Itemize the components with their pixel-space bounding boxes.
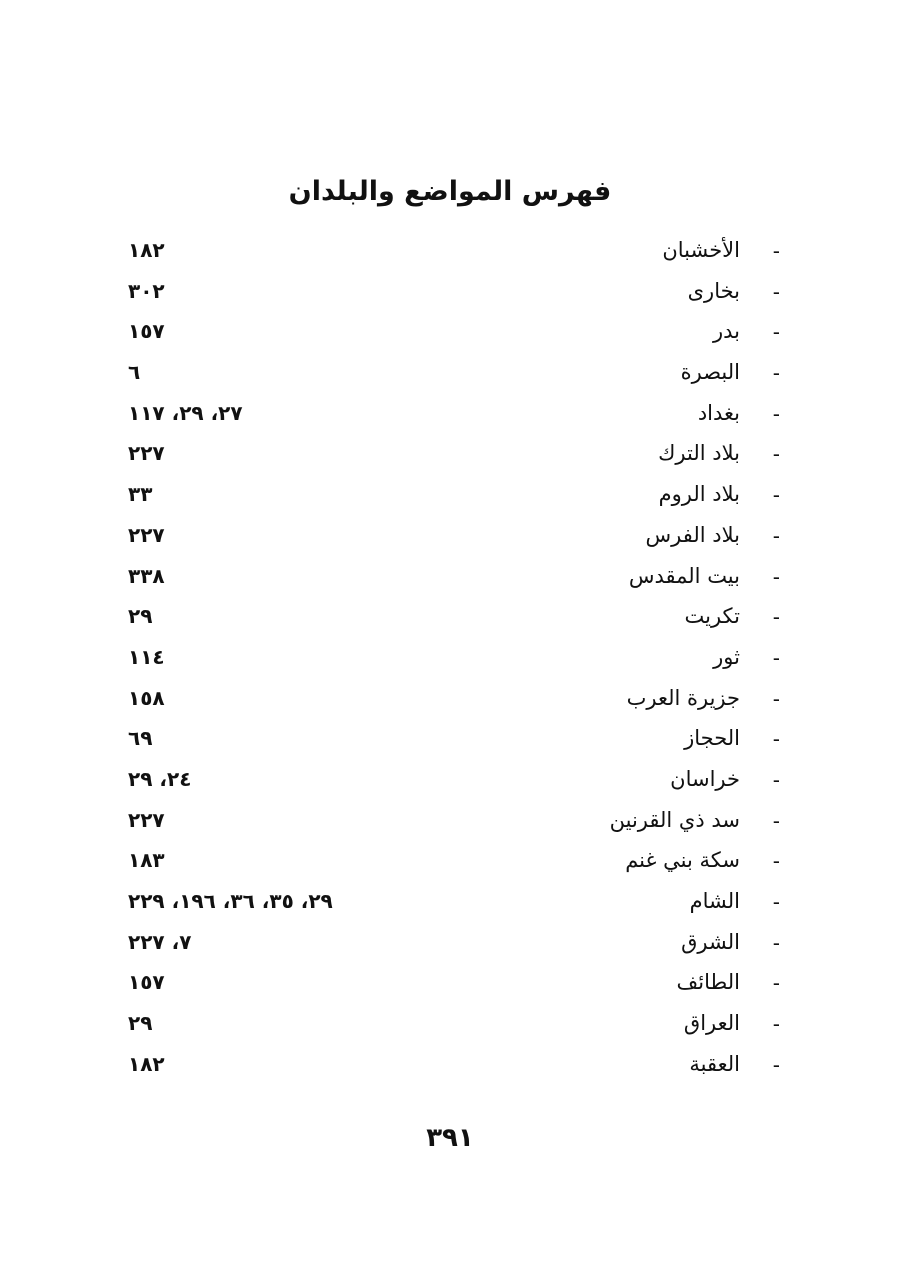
index-entry (118, 1046, 780, 1087)
entry-place-name: العراق (683, 1011, 740, 1036)
entry-page-refs: ٢٤، ٢٩ (128, 766, 192, 791)
entry-place-name: البصرة (680, 360, 740, 385)
index-entry (118, 558, 780, 599)
entry-page-refs: ١٨٣ (128, 848, 165, 873)
page-title: فهرس المواضع والبلدان (288, 176, 612, 208)
index-entry (118, 435, 780, 476)
entry-page-refs: ٢٢٧ (128, 441, 165, 466)
entry-dash: - (772, 767, 780, 792)
index-entry (118, 517, 780, 558)
entry-place-name: الطائف (676, 970, 740, 995)
entry-dash: - (772, 645, 780, 670)
page-number: ٣٩١ (426, 1123, 474, 1153)
entry-page-refs: ١٥٧ (128, 970, 165, 995)
entry-place-name: بخارى (687, 278, 740, 303)
index-entry (118, 802, 780, 843)
entry-dash: - (772, 930, 780, 955)
entry-place-name: سد ذي القرنين (609, 807, 740, 832)
entry-dash: - (772, 523, 780, 548)
index-entry (118, 720, 780, 761)
entry-page-refs: ٧، ٢٢٧ (128, 929, 192, 954)
index-list (118, 232, 780, 1086)
entry-place-name: بدر (712, 319, 740, 344)
entry-place-name: الأخشبان (662, 238, 740, 262)
index-entry (118, 883, 780, 924)
entry-place-name: سكة بني غنم (625, 848, 740, 873)
entry-page-refs: ٢٢٧ (128, 807, 165, 832)
index-entry (118, 395, 780, 436)
entry-page-refs: ٦ (128, 360, 141, 385)
entry-dash: - (772, 727, 780, 752)
index-entry (118, 924, 780, 965)
entry-place-name: الشرق (681, 929, 740, 954)
entry-place-name: الحجاز (684, 726, 740, 751)
index-entry (118, 313, 780, 354)
entry-page-refs: ١٨٢ (128, 238, 165, 262)
entry-place-name: بلاد الفرس (645, 522, 740, 547)
index-entry (118, 1005, 780, 1046)
entry-dash: - (772, 401, 780, 426)
entry-place-name: بغداد (697, 400, 740, 425)
entry-dash: - (772, 1012, 780, 1037)
entry-dash: - (772, 849, 780, 874)
entry-dash: - (772, 890, 780, 914)
entry-dash: - (772, 361, 780, 386)
entry-page-refs: ٢٩ (128, 1011, 153, 1036)
entry-place-name: بلاد الروم (658, 482, 740, 507)
entry-page-refs: ٢٩ (128, 604, 153, 629)
entry-page-refs: ٣٣٨ (128, 563, 165, 588)
entry-dash: - (772, 239, 780, 263)
entry-place-name: خراسان (670, 766, 740, 791)
entry-place-name: بيت المقدس (628, 563, 740, 588)
entry-page-refs: ٣٣ (128, 482, 153, 507)
entry-dash: - (772, 686, 780, 711)
entry-dash: - (772, 564, 780, 589)
entry-dash: - (772, 483, 780, 508)
entry-page-refs: ١٥٧ (128, 319, 165, 344)
entry-page-refs: ٢٢٧ (128, 522, 165, 547)
entry-page-refs: ٦٩ (128, 726, 153, 751)
entry-place-name: الشام (689, 889, 740, 913)
index-entry (118, 354, 780, 395)
index-entry (118, 964, 780, 1005)
index-entry (118, 273, 780, 314)
entry-dash: - (772, 320, 780, 345)
entry-dash: - (772, 605, 780, 630)
index-entry (118, 639, 780, 680)
entry-place-name: جزيرة العرب (626, 685, 740, 710)
entry-page-refs: ١١٤ (128, 644, 165, 669)
index-entry (118, 680, 780, 721)
entry-dash: - (772, 808, 780, 833)
index-entry (118, 761, 780, 802)
entry-dash: - (772, 971, 780, 996)
entry-page-refs: ١٨٢ (128, 1051, 165, 1076)
entry-dash: - (772, 279, 780, 304)
entry-page-refs: ١٥٨ (128, 685, 165, 710)
index-entry (118, 476, 780, 517)
entry-dash: - (772, 1052, 780, 1077)
entry-page-refs: ٢٩، ٣٥، ٣٦، ١٩٦، ٢٢٩ (128, 889, 333, 913)
entry-page-refs: ٣٠٢ (128, 278, 165, 303)
entry-page-refs: ٢٧، ٢٩، ١١٧ (128, 400, 243, 425)
entry-place-name: تكريت (684, 604, 740, 629)
entry-place-name: بلاد الترك (658, 441, 740, 466)
entry-place-name: العقبة (689, 1051, 740, 1076)
index-entry (118, 842, 780, 883)
index-entry (118, 232, 780, 273)
entry-place-name: ثور (713, 644, 740, 669)
entry-dash: - (772, 442, 780, 467)
index-entry (118, 598, 780, 639)
